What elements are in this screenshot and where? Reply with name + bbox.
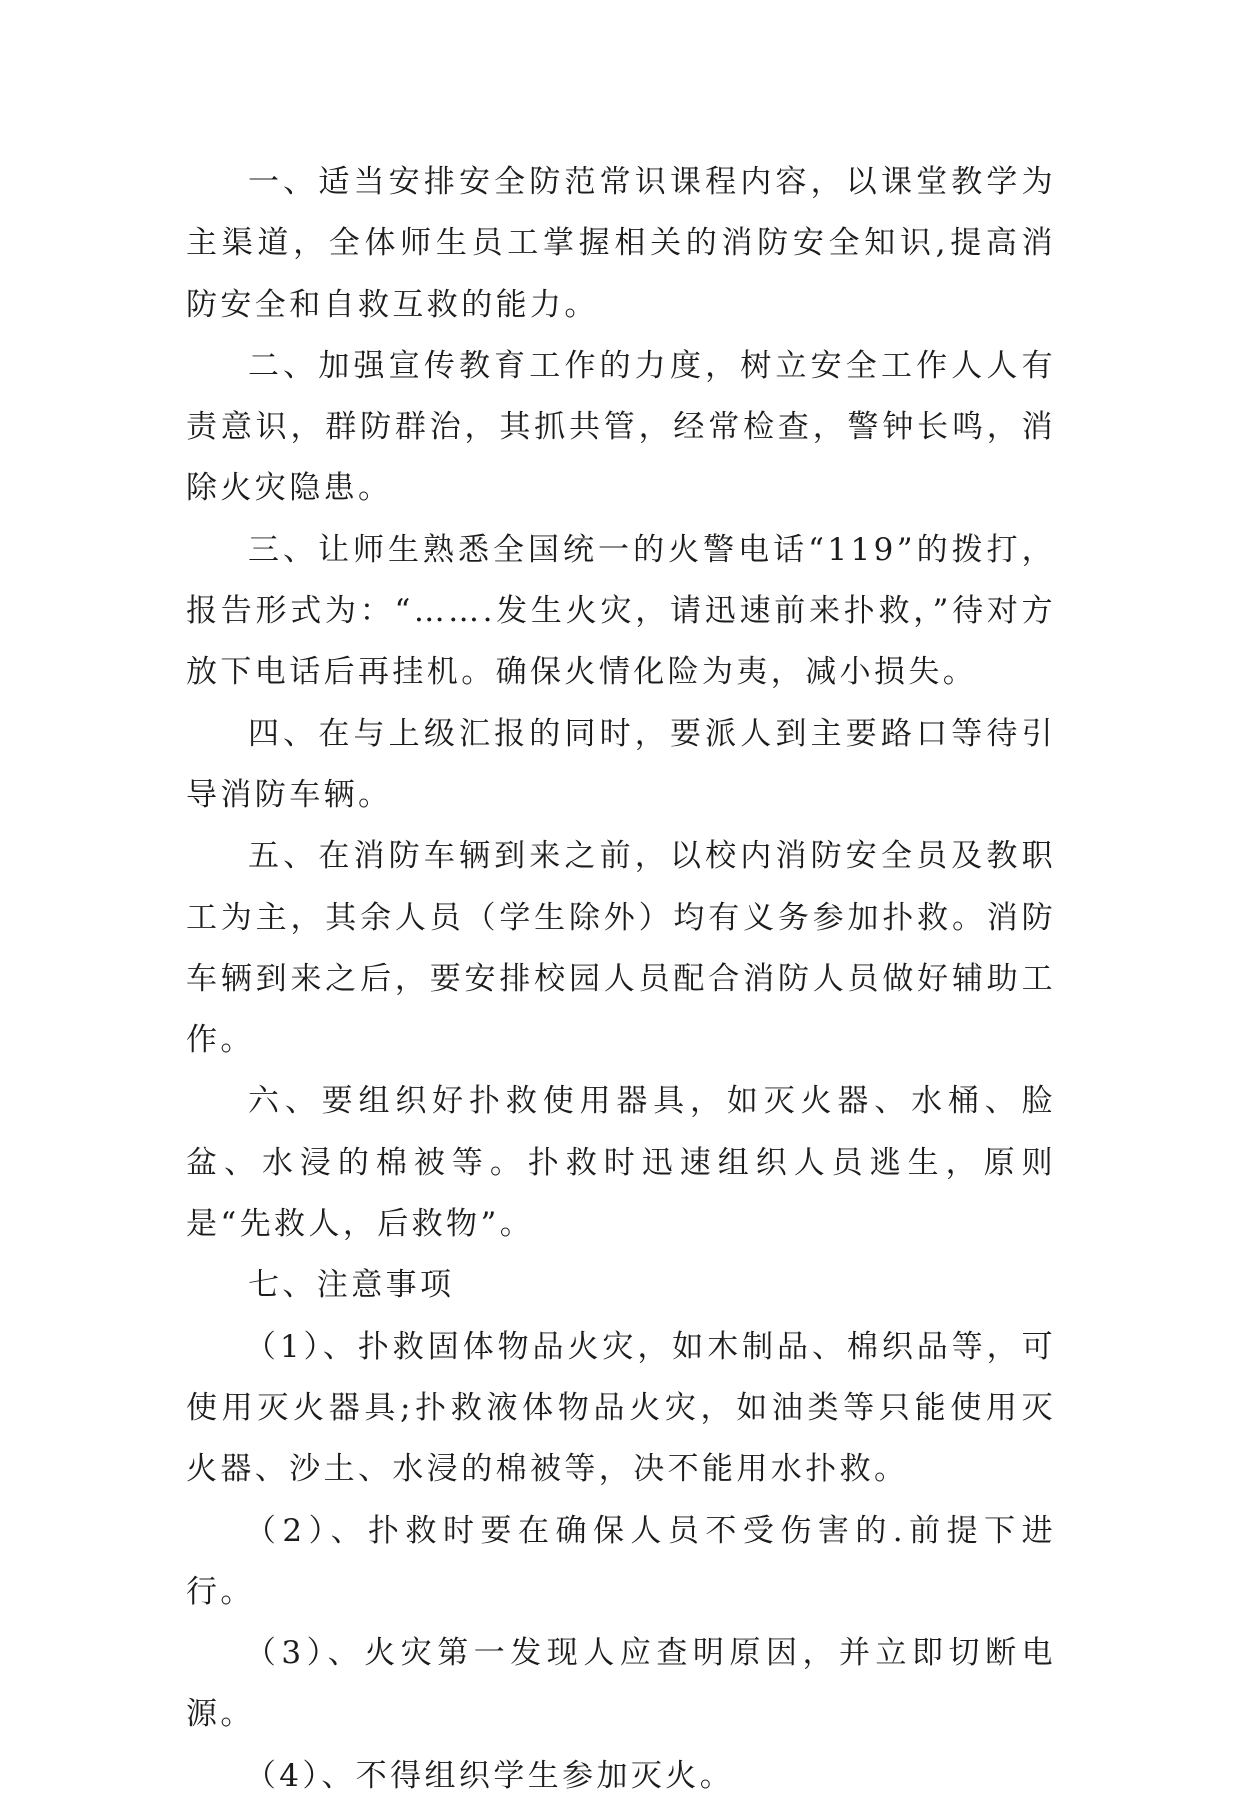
paragraph-5: 五、在消防车辆到来之前，以校内消防安全员及教职工为主，其余人员（学生除外）均有义务参加扑救。消防车辆到来之后，要安排校园人员配合消防人员做好辅助工作。 <box>186 838 1056 1059</box>
note-2: （2）、扑救时要在确保人员不受伤害的.前提下进行。 <box>186 1512 1056 1610</box>
document-body <box>186 152 1056 1807</box>
note-1: （1）、扑救固体物品火灾，如木制品、棉织品等，可使用灭火器具;扑救液体物品火灾，如油类等只能使用灭火器、沙土、水浸的棉被等，决不能用水扑救。 <box>186 1328 1056 1488</box>
paragraph-3: 三、让师生熟悉全国统一的火警电话“119”的拨打，报告形式为：“…….发生火灾，请迅速前来扑救，”待对方放下电话后再挂机。确保火情化险为夷，减小损失。 <box>186 531 1056 691</box>
note-4: （4）、不得组织学生参加灭火。 <box>244 1757 735 1794</box>
paragraph-2: 二、加强宣传教育工作的力度，树立安全工作人人有责意识，群防群治，其抓共管，经常检查，警钟长鸣，消除火灾隐患。 <box>186 347 1056 507</box>
paragraph-7-heading: 七、注意事项 <box>248 1267 455 1304</box>
paragraph-6: 六、要组织好扑救使用器具，如灭火器、水桶、脸盆、水浸的棉被等。扑救时迅速组织人员逃生，原则是“先救人，后救物”。 <box>186 1083 1056 1243</box>
note-3: （3）、火灾第一发现人应查明原因，并立即切断电源。 <box>186 1635 1056 1733</box>
paragraph-4: 四、在与上级汇报的同时，要派人到主要路口等待引导消防车辆。 <box>186 715 1056 813</box>
paragraph-1: 一、适当安排安全防范常识课程内容，以课堂教学为主渠道，全体师生员工掌握相关的消防安全知识,提高消防安全和自救互救的能力。 <box>186 164 1056 323</box>
